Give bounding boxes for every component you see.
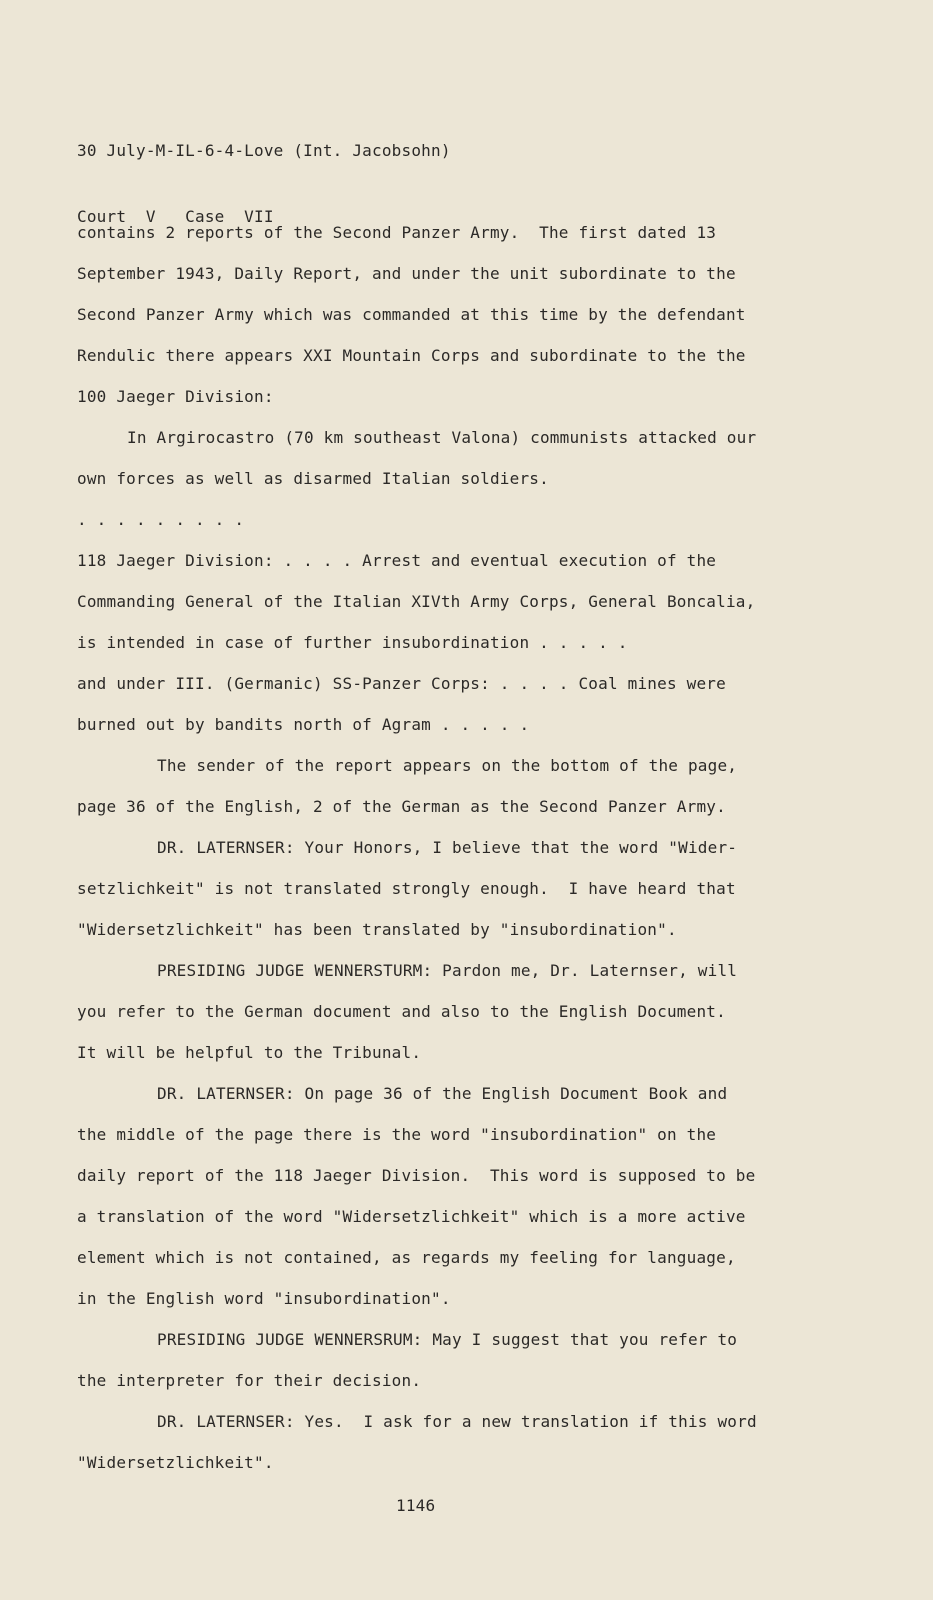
text-line: element which is not contained, as regards my feeling for language, xyxy=(77,1248,736,1267)
text-line: the middle of the page there is the word "insubordination" on the xyxy=(77,1125,717,1144)
text-line: "Widersetzlichkeit" has been translated by "insubordination". xyxy=(77,920,677,939)
text-line: Rendulic there appears XXI Mountain Corps and subordinate to the the xyxy=(77,346,746,365)
quoted-line: burned out by bandits north of Agram . . . . . xyxy=(77,715,530,734)
text-line: It will be helpful to the Tribunal. xyxy=(77,1043,422,1062)
text-line: a translation of the word "Widersetzlichkeit" which is a more active xyxy=(77,1207,746,1226)
text-line: "Widersetzlichkeit". xyxy=(77,1453,274,1472)
speaker-line: PRESIDING JUDGE WENNERSRUM: May I suggest that you refer to xyxy=(157,1330,738,1349)
quoted-line: 118 Jaeger Division: . . . . Arrest and eventual execution of the xyxy=(77,551,717,570)
text-line: September 1943, Daily Report, and under the unit subordinate to the xyxy=(77,264,736,283)
text-line: 100 Jaeger Division: xyxy=(77,387,274,406)
text-line: Second Panzer Army which was commanded at this time by the defendant xyxy=(77,305,746,324)
quoted-line: is intended in case of further insubordination . . . . . xyxy=(77,633,628,652)
text-line: page 36 of the English, 2 of the German as the Second Panzer Army. xyxy=(77,797,726,816)
text-line: you refer to the German document and also to the English Document. xyxy=(77,1002,726,1021)
text-line: contains 2 reports of the Second Panzer Army. The first dated 13 xyxy=(77,223,717,242)
text-line: the interpreter for their decision. xyxy=(77,1371,422,1390)
speaker-line: DR. LATERNSER: Yes. I ask for a new translation if this word xyxy=(157,1412,757,1431)
text-line: setzlichkeit" is not translated strongly enough. I have heard that xyxy=(77,879,736,898)
text-line: The sender of the report appears on the bottom of the page, xyxy=(157,756,738,775)
speaker-line: DR. LATERNSER: On page 36 of the English Document Book and xyxy=(157,1084,728,1103)
quoted-line: Commanding General of the Italian XIVth Army Corps, General Boncalia, xyxy=(77,592,756,611)
transcript-body xyxy=(77,222,797,1493)
quoted-line: and under III. (Germanic) SS-Panzer Corps: . . . . Coal mines were xyxy=(77,674,726,693)
speaker-line: DR. LATERNSER: Your Honors, I believe that the word "Wider- xyxy=(157,838,738,857)
quoted-line: In Argirocastro (70 km southeast Valona) communists attacked our xyxy=(127,428,757,447)
text-line: in the English word "insubordination". xyxy=(77,1289,451,1308)
ellipsis-line: . . . . . . . . . xyxy=(77,510,245,529)
page-number: 1146 xyxy=(396,1496,436,1515)
header-session-line: 30 July-M-IL-6-4-Love (Int. Jacobsohn) xyxy=(77,141,451,160)
header-case-line: Court V Case VII xyxy=(77,207,274,226)
text-line: daily report of the 118 Jaeger Division. This word is supposed to be xyxy=(77,1166,756,1185)
speaker-line: PRESIDING JUDGE WENNERSTURM: Pardon me, Dr. Laternser, will xyxy=(157,961,738,980)
quoted-line: own forces as well as disarmed Italian soldiers. xyxy=(77,469,549,488)
